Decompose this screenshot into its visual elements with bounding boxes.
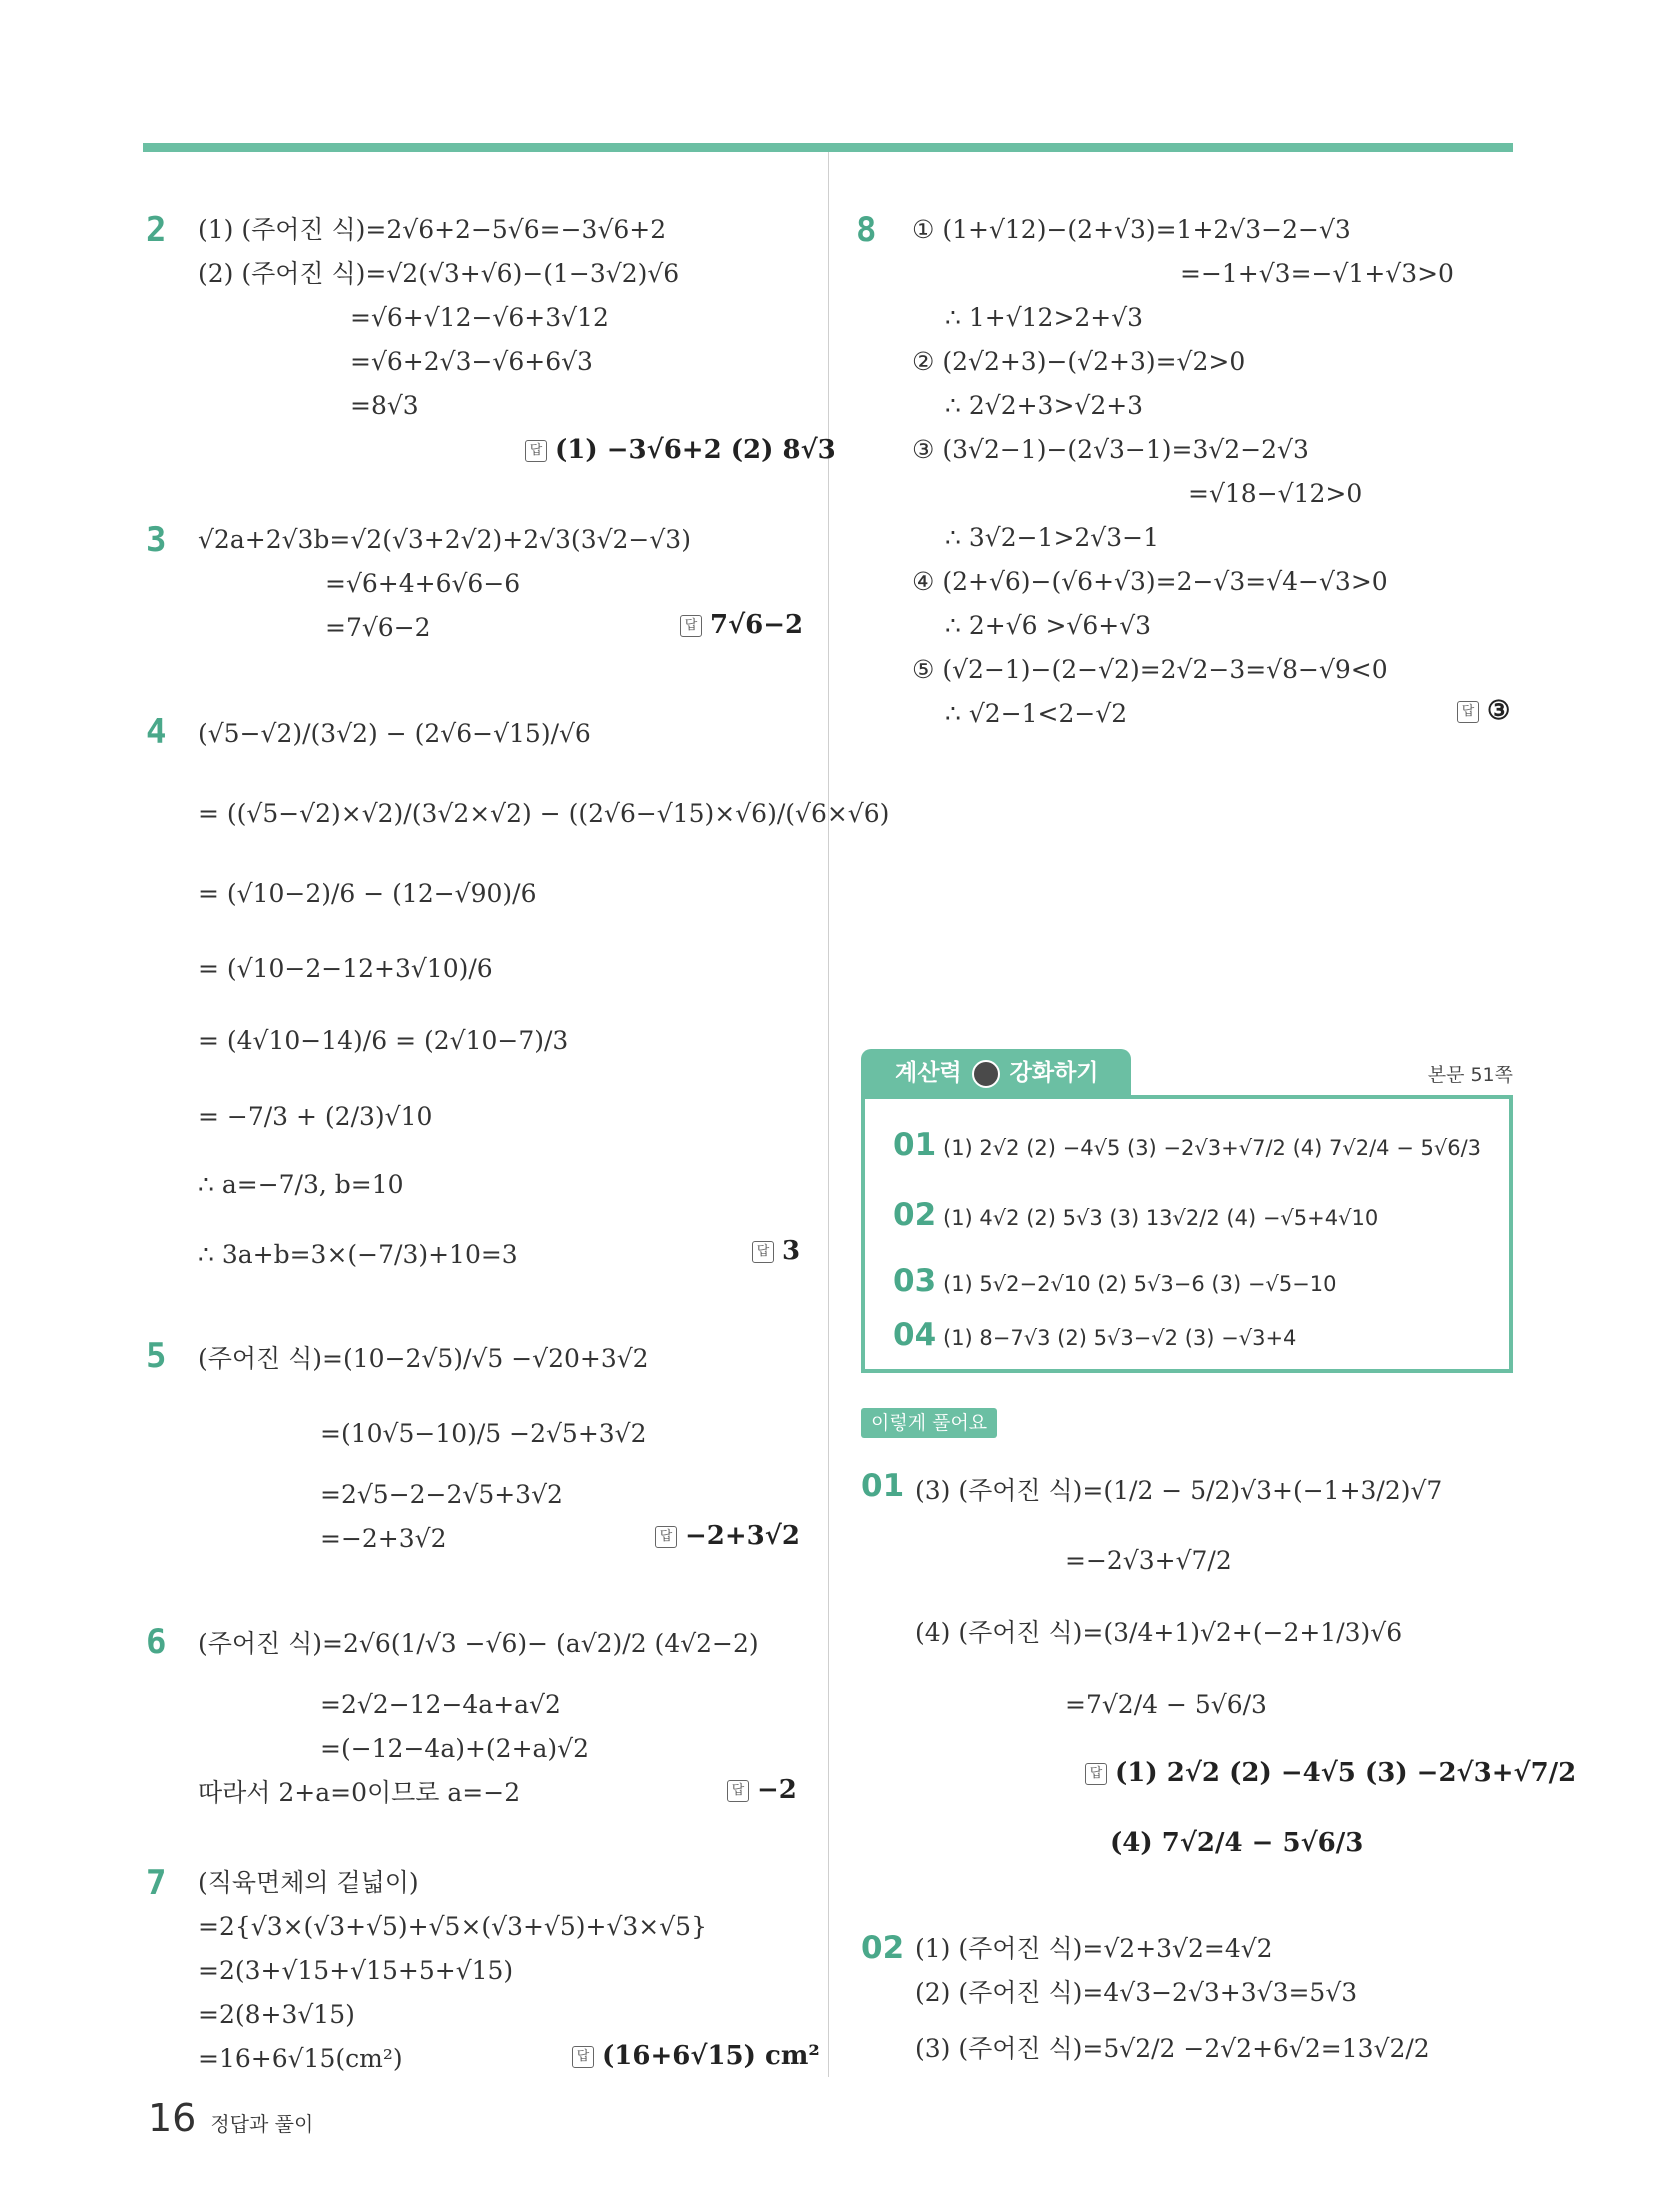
solution-line: ∴ a=−7/3, b=10 xyxy=(198,1170,404,1199)
solution-line: =√18−√12>0 xyxy=(1188,479,1363,508)
answer-mark-icon: 답 xyxy=(1457,701,1479,723)
answer-mark-icon: 답 xyxy=(680,615,702,637)
answer-box xyxy=(861,1095,1513,1373)
solution-line: =(−12−4a)+(2+a)√2 xyxy=(320,1734,590,1763)
problem-number: 6 xyxy=(146,1622,166,1662)
solution-number: 01 xyxy=(861,1468,905,1504)
solution-line: (√5−√2)/(3√2) − (2√6−√15)/√6 xyxy=(198,719,591,748)
answer: 답 7√6−2 xyxy=(680,610,803,640)
solution-line: ① (1+√12)−(2+√3)=1+2√3−2−√3 xyxy=(912,215,1351,244)
solution-line: =2√5−2−2√5+3√2 xyxy=(320,1480,563,1509)
section-title-a: 계산력 xyxy=(895,1060,962,1086)
solution-line: ∴ 3√2−1>2√3−1 xyxy=(945,523,1159,552)
answer: 답 3 xyxy=(752,1236,800,1266)
footer-label: 정답과 풀이 xyxy=(210,2112,314,2136)
problem-number: 4 xyxy=(146,712,166,752)
problem-number: 3 xyxy=(146,520,166,560)
solution-line: (주어진 식)=(10−2√5)/√5 −√20+3√2 xyxy=(198,1344,649,1373)
solution-line: (1) (주어진 식)=√2+3√2=4√2 xyxy=(915,1934,1273,1963)
solution-line: =−1+√3=−√1+√3>0 xyxy=(1180,259,1454,288)
solution-line: ③ (3√2−1)−(2√3−1)=3√2−2√3 xyxy=(912,435,1309,464)
solution-line: ∴ 3a+b=3×(−7/3)+10=3 xyxy=(198,1240,518,1269)
answer-mark-icon: 답 xyxy=(727,1780,749,1802)
solution-line: =16+6√15(cm²) xyxy=(198,2044,403,2073)
box-item-number: 03 xyxy=(893,1263,937,1299)
answer: 답 (16+6√15) cm² xyxy=(572,2041,820,2071)
problem-number: 2 xyxy=(146,210,166,250)
solution-line: =−2√3+√7/2 xyxy=(1065,1546,1232,1575)
box-item-text: (1) 2√2 (2) −4√5 (3) −2√3+√7/2 (4) 7√2/4 − 5√6/3 xyxy=(943,1136,1482,1160)
box-item-text: (1) 5√2−2√10 (2) 5√3−6 (3) −√5−10 xyxy=(943,1272,1337,1296)
answer-continued: (4) 7√2/4 − 5√6/3 xyxy=(1110,1828,1364,1858)
answer: 답 −2 xyxy=(727,1775,797,1805)
top-rule xyxy=(143,143,1513,152)
solution-line: (1) (주어진 식)=2√6+2−5√6=−3√6+2 xyxy=(198,215,667,244)
solution-line: ④ (2+√6)−(√6+√3)=2−√3=√4−√3>0 xyxy=(912,567,1388,596)
solution-line: (직육면체의 겉넓이) xyxy=(198,1868,419,1897)
solution-line: (주어진 식)=2√6(1/√3 −√6)− (a√2)/2 (4√2−2) xyxy=(198,1629,759,1658)
solution-line: ∴ 2+√6 >√6+√3 xyxy=(945,611,1152,640)
section-header xyxy=(861,1049,1131,1097)
solution-line: ∴ 2√2+3>√2+3 xyxy=(945,391,1144,420)
answer-mark-icon: 답 xyxy=(1085,1763,1107,1785)
solution-line: =√6+√12−√6+3√12 xyxy=(350,303,609,332)
page-number: 16 xyxy=(148,2096,197,2140)
answer: 답 ③ xyxy=(1457,696,1510,726)
solution-line: ⑤ (√2−1)−(2−√2)=2√2−3=√8−√9<0 xyxy=(912,655,1388,684)
solution-line: =2{√3×(√3+√5)+√5×(√3+√5)+√3×√5} xyxy=(198,1912,707,1941)
solution-line: =2(3+√15+√15+5+√15) xyxy=(198,1956,514,1985)
answer: 답 −2+3√2 xyxy=(655,1521,800,1551)
solution-number: 02 xyxy=(861,1930,905,1966)
problem-number: 5 xyxy=(146,1336,166,1376)
solution-line: =2(8+3√15) xyxy=(198,2000,355,2029)
answer-mark-icon: 답 xyxy=(655,1526,677,1548)
explanation-tag: 이렇게 풀어요 xyxy=(861,1408,997,1438)
solution-line: =−2+3√2 xyxy=(320,1524,447,1553)
box-item-number: 02 xyxy=(893,1197,937,1233)
solution-line: √2a+2√3b=√2(√3+2√2)+2√3(3√2−√3) xyxy=(198,525,691,554)
solution-line: 따라서 2+a=0이므로 a=−2 xyxy=(198,1778,521,1807)
solution-line: =7√2/4 − 5√6/3 xyxy=(1065,1690,1267,1719)
solution-line: =7√6−2 xyxy=(325,613,431,642)
box-item-number: 01 xyxy=(893,1127,937,1163)
solution-line: =2√2−12−4a+a√2 xyxy=(320,1690,561,1719)
answer-mark-icon: 답 xyxy=(752,1241,774,1263)
answer-mark-icon: 답 xyxy=(572,2046,594,2068)
answer: 답 (1) 2√2 (2) −4√5 (3) −2√3+√7/2 xyxy=(1085,1758,1576,1788)
solution-line: ② (2√2+3)−(√2+3)=√2>0 xyxy=(912,347,1246,376)
problem-number: 8 xyxy=(856,210,876,250)
solution-line: = (√10−2)/6 − (12−√90)/6 xyxy=(198,879,537,908)
solution-line: (3) (주어진 식)=5√2/2 −2√2+6√2=13√2/2 xyxy=(915,2034,1430,2063)
solution-line: =√6+4+6√6−6 xyxy=(325,569,521,598)
solution-line: = −7/3 + (2/3)√10 xyxy=(198,1102,433,1131)
section-title-b: 강화하기 xyxy=(1009,1060,1099,1086)
solution-line: = (√10−2−12+3√10)/6 xyxy=(198,954,493,983)
clock-icon xyxy=(972,1060,1000,1088)
solution-line: =√6+2√3−√6+6√3 xyxy=(350,347,593,376)
solution-line: ∴ √2−1<2−√2 xyxy=(945,699,1128,728)
page-footer xyxy=(148,2096,313,2140)
solution-line: (2) (주어진 식)=4√3−2√3+3√3=5√3 xyxy=(915,1978,1358,2007)
solution-line: =8√3 xyxy=(350,391,419,420)
box-item-number: 04 xyxy=(893,1317,937,1353)
solution-line: (3) (주어진 식)=(1/2 − 5/2)√3+(−1+3/2)√7 xyxy=(915,1476,1443,1505)
answer: 답 (1) −3√6+2 (2) 8√3 xyxy=(525,435,836,465)
solution-line: = (4√10−14)/6 = (2√10−7)/3 xyxy=(198,1026,569,1055)
answer-mark-icon: 답 xyxy=(525,440,547,462)
problem-number: 7 xyxy=(146,1863,166,1903)
box-item-text: (1) 8−7√3 (2) 5√3−√2 (3) −√3+4 xyxy=(943,1326,1297,1350)
solution-line: ∴ 1+√12>2+√3 xyxy=(945,303,1144,332)
solution-line: (4) (주어진 식)=(3/4+1)√2+(−2+1/3)√6 xyxy=(915,1618,1403,1647)
solution-line: =(10√5−10)/5 −2√5+3√2 xyxy=(320,1419,647,1448)
page-reference: 본문 51쪽 xyxy=(1427,1064,1513,1086)
box-item-text: (1) 4√2 (2) 5√3 (3) 13√2/2 (4) −√5+4√10 xyxy=(943,1206,1379,1230)
solution-line: (2) (주어진 식)=√2(√3+√6)−(1−3√2)√6 xyxy=(198,259,680,288)
solution-line: = ((√5−√2)×√2)/(3√2×√2) − ((2√6−√15)×√6)/(√6×√6) xyxy=(198,799,890,828)
